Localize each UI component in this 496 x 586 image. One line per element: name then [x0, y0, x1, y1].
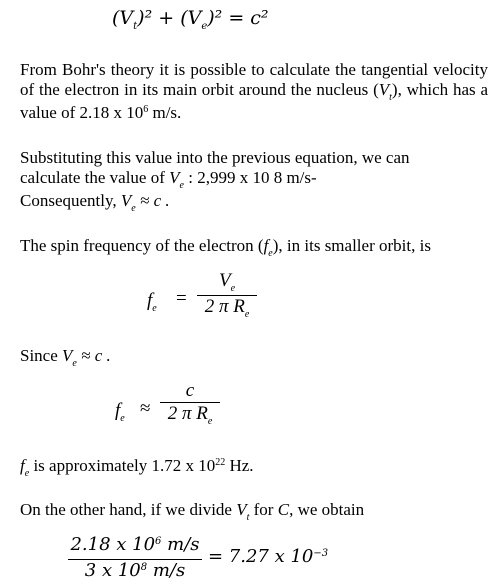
- paragraph-result: [20, 456, 488, 479]
- eq3-numerator: [68, 534, 202, 559]
- equation-frequency-lhs: [147, 290, 157, 312]
- para4-sub: t: [246, 512, 250, 523]
- para1-var-sub: t: [389, 92, 392, 103]
- eq3-num-unit: m/s: [161, 534, 200, 555]
- equation-velocity-sum: [112, 6, 269, 34]
- equation-approx-op: ≈: [140, 398, 151, 419]
- eq-top-left-sub: t: [133, 21, 138, 32]
- eq2-denominator: [160, 403, 220, 428]
- eq-top-left: (V: [112, 7, 134, 29]
- eq1-num: V: [218, 270, 231, 291]
- para1-exp: 6: [143, 104, 149, 115]
- equation-ratio-rhs: [208, 546, 328, 567]
- eq3-rhs: = 7.27 x 10: [208, 546, 314, 567]
- result-sub: e: [24, 468, 30, 479]
- para3-var: f: [263, 236, 269, 255]
- para2-line2-b: : 2,999 x 10 8 m/s-: [183, 168, 317, 187]
- eq3-num: 2.18 x 10: [70, 534, 156, 555]
- para4-text-c: , we obtain: [289, 500, 365, 519]
- since-sub: e: [72, 358, 77, 369]
- para1-text: From Bohr's theory it is possible to calculate the tangential velocity of the electron in its main orbit around the nucleus (: [20, 60, 488, 99]
- eq2-lhs: f: [115, 400, 121, 421]
- paragraph-spin-frequency: [20, 236, 488, 259]
- since-var: V: [62, 346, 73, 365]
- eq3-num-exp: 6: [155, 536, 162, 547]
- result-unit: Hz.: [225, 456, 254, 475]
- eq2-den: 2 π R: [167, 403, 208, 424]
- result-exp: 22: [215, 457, 226, 468]
- eq3-denominator: [68, 560, 202, 585]
- result-text: is approximately 1.72 x 10: [29, 456, 216, 475]
- para3-text-a: The spin frequency of the electron (: [20, 236, 264, 255]
- eq2-den-sub: e: [207, 416, 213, 427]
- para2-line3: [20, 191, 488, 214]
- equation-frequency-op: =: [176, 288, 187, 309]
- para2-line3-sub: e: [131, 203, 136, 214]
- para2-line3-a: Consequently,: [20, 191, 121, 210]
- eq3-den-unit: m/s: [147, 560, 186, 581]
- eq2-numerator: c: [185, 380, 195, 401]
- equation-frequency-fraction: [197, 270, 257, 321]
- eq2-lhs-sub: e: [120, 413, 125, 424]
- para1-unit: m/s.: [148, 103, 182, 122]
- para4-var2: C: [277, 500, 290, 519]
- eq1-num-sub: e: [230, 283, 236, 294]
- para2-line3-var: V: [120, 191, 132, 210]
- para2-line1: Substituting this value into the previous equation, we can: [20, 148, 410, 167]
- para2-line2: [20, 168, 488, 191]
- eq1-denominator: [197, 296, 257, 321]
- eq1-lhs: f: [147, 290, 153, 311]
- para2-var: V: [169, 168, 180, 187]
- para3-var-sub: e: [268, 248, 273, 259]
- eq-top-mid: )² + (V: [137, 7, 202, 29]
- eq-top-mid-sub: e: [201, 21, 208, 32]
- eq3-den-exp: 8: [140, 562, 148, 573]
- eq1-lhs-sub: e: [152, 303, 157, 314]
- paragraph-bohr-theory: [20, 60, 488, 126]
- para2-line2-a: calculate the value of: [20, 168, 170, 187]
- paragraph-since: [20, 346, 488, 369]
- equation-approx-fraction: [160, 380, 220, 428]
- equation-approx-lhs: [115, 400, 125, 422]
- eq3-rhs-exp: −3: [313, 548, 329, 559]
- eq-top-right: )² = c²: [207, 7, 269, 29]
- para4-text-a: On the other hand, if we divide: [20, 500, 237, 519]
- para1-var: V: [378, 80, 390, 99]
- paragraph-divide: [20, 500, 488, 523]
- para1-tail: ), which has a value of 2.18 x 10: [20, 80, 488, 122]
- since-text: Since: [20, 346, 63, 365]
- eq1-den-sub: e: [244, 309, 250, 320]
- equation-ratio-fraction: [68, 534, 202, 585]
- result-var: f: [20, 456, 25, 475]
- eq1-numerator: [197, 270, 257, 295]
- para2-line3-b: ≈ c .: [135, 191, 170, 210]
- para4-text-b: for: [249, 500, 278, 519]
- para2-var-sub: e: [179, 180, 184, 191]
- paragraph-substitution: [20, 148, 488, 214]
- eq1-den: 2 π R: [204, 296, 245, 317]
- eq3-den: 3 x 10: [84, 560, 141, 581]
- para4-var: V: [236, 500, 247, 519]
- para3-text-b: ), in its smaller orbit, is: [272, 236, 431, 255]
- since-tail: ≈ c .: [76, 346, 111, 365]
